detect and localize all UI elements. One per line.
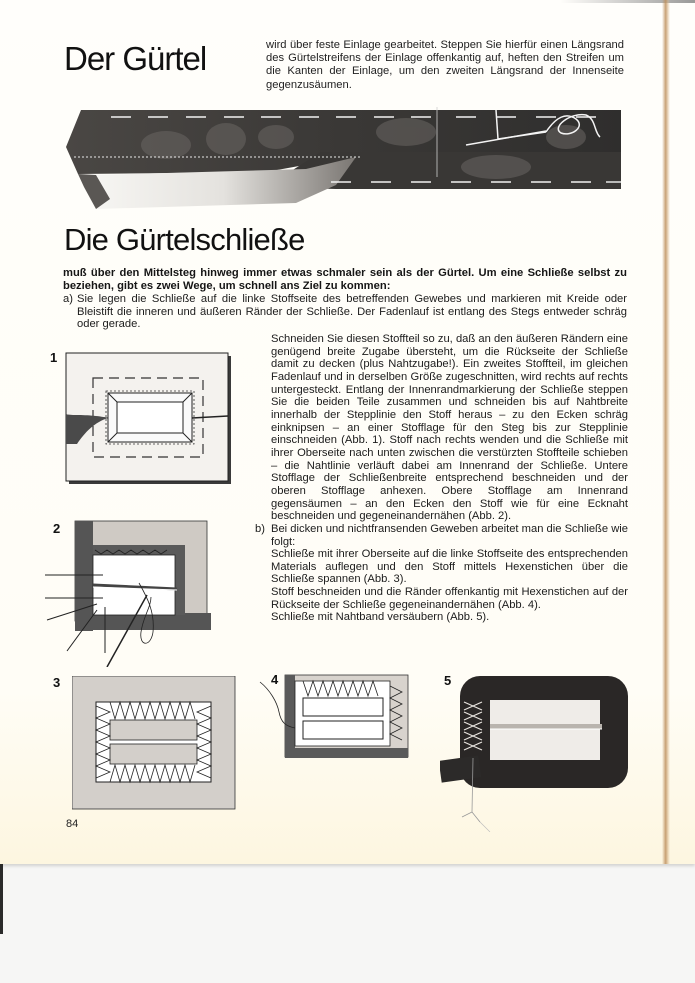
method-b-step3: Schließe mit Nahtband versäubern (Abb. 5). [271, 611, 490, 624]
book-spine-shadow [662, 0, 670, 864]
page-top-edge-shadow [560, 0, 695, 3]
method-b-label: b) [255, 522, 265, 535]
next-page-edge [0, 864, 3, 934]
section-title-buckle: Die Gürtelschließe [64, 222, 305, 257]
method-b [255, 523, 628, 624]
figure-5-number: 5 [444, 673, 452, 688]
figure-5-photo [440, 672, 630, 832]
instructions-column [255, 333, 628, 624]
figure-3-drawing [72, 676, 242, 811]
figure-2-drawing [35, 517, 215, 667]
figure-3-number: 3 [53, 675, 61, 690]
method-a-continued-text: Schneiden Sie diesen Stoffteil so zu, daß an den äußeren Rändern eine genügend breite Zugabe übersteht, um die Rückseite der Schließe damit zu decken (plus Nahtzugabe!). Ein zweites Stoffteil, im gleichen Fadenlauf und in derselben Größe zugeschnitten, wird rechts auf rechts untergesteckt. Entlang der Innenrandmarkierung der Schließe steppen Sie die beiden Teile zusammen und schneiden bis auf Nahtbreite innerhalb der Stepplinie den Stoff heraus – zu den Ecken schräg einknipsen – an einer Stofflage für den Steg bis zur Stepplinie einschneiden (Abb. 1). Stoff nach rechts wenden und die Schließe mit ihrer Oberseite nach unten zwischen die verstürzten Stoffteile schieben – die Nahtlinie verläuft dabei am Innenrand der Schließe. Untere Stofflage der Schließenbreite entsprechend beschneiden und der oberen Stofflage anhexen. Obere Stofflage am Innenrand gegensäumen – an den Ecken den Stoff wie für eine Ecknaht beschneiden und gegeneinandernähen (Abb. 2). [271, 333, 628, 523]
figure-1-drawing [65, 352, 235, 487]
method-a-text: Sie legen die Schließe auf die linke Stoffseite des betreffenden Gewebes und markieren mit Kreide oder Bleistift die inneren und äußeren Ränder der Schließe. Der Fadenlauf ist entlang des Stegs entweder schräg oder gerade. [77, 293, 627, 331]
method-a-label: a) [63, 293, 73, 305]
section-title-belt: Der Gürtel [64, 40, 207, 77]
method-b-text: Bei dicken und nichtfransenden Geweben arbeitet man die Schließe wie folgt: [271, 522, 628, 548]
belt-intro-text: wird über feste Einlage gearbeitet. Steppen Sie hierfür einen Längsrand des Gürtelstreifens der Einlage offenkantig auf, heften den Streifen um die Kanten der Einlage, um den zweiten Längsrand der Innenseite gegenzusäumen. [266, 39, 624, 91]
figure-2-number: 2 [53, 521, 61, 536]
method-b-step2: Stoff beschneiden und die Ränder offenkantig mit Hexenstichen auf der Rückseite der Schließe gegeneinandernähen (Abb. 4). [271, 586, 628, 611]
page-number: 84 [66, 818, 79, 830]
method-a [63, 293, 627, 331]
figure-1-number: 1 [50, 350, 58, 365]
figure-4-drawing [255, 672, 415, 767]
figure-4-number: 4 [271, 672, 279, 687]
belt-photo [66, 107, 624, 217]
method-b-step1: Schließe mit ihrer Oberseite auf die linke Stoffseite des entsprechenden Materials auflegen und den Stoff mittels Hexenstichen über die Schließe spannen (Abb. 3). [271, 548, 628, 586]
buckle-lead-text: muß über den Mittelsteg hinweg immer etwas schmaler sein als der Gürtel. Um eine Schließe selbst zu beziehen, gibt es zwei Wege, um schnell ans Ziel zu kommen: [63, 267, 627, 292]
